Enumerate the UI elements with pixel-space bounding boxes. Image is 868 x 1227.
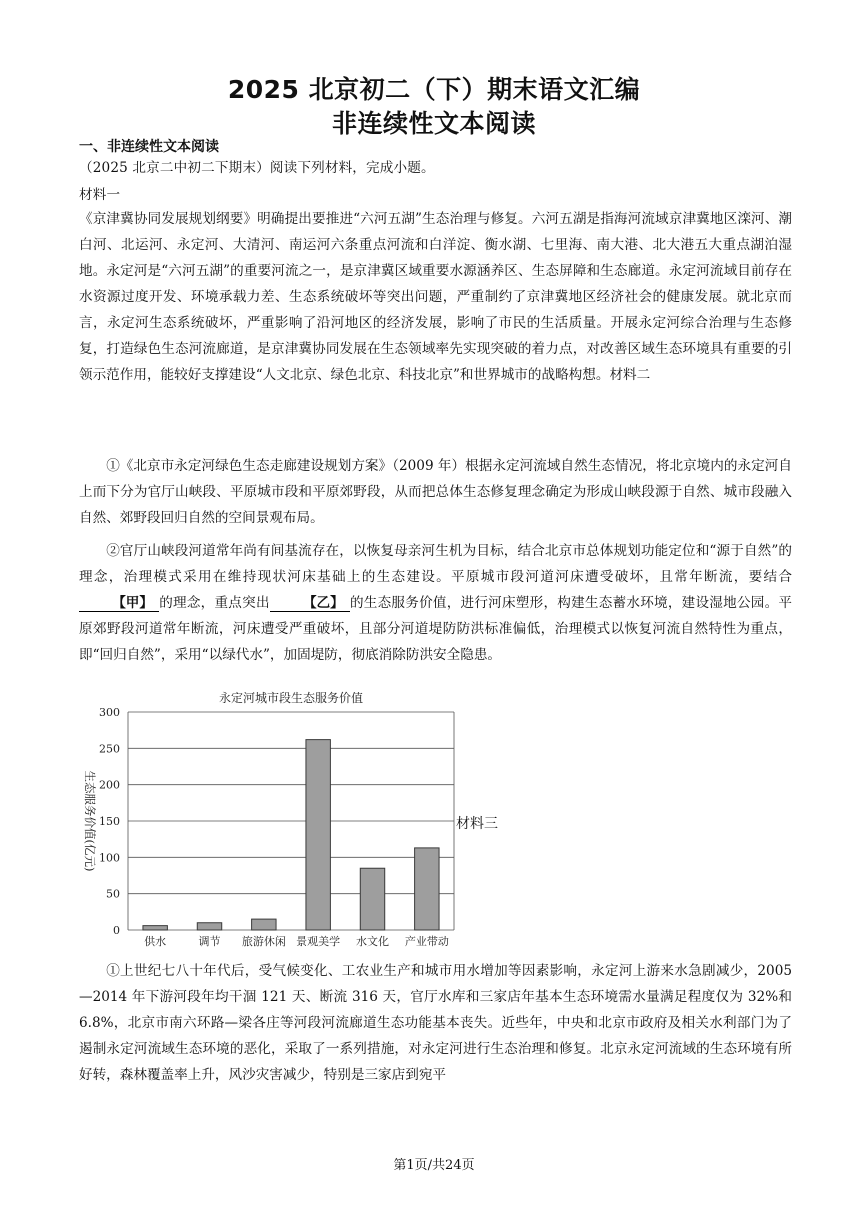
blank-jia: 【甲】 xyxy=(79,595,159,612)
x-tick-label: 景观美学 xyxy=(296,935,341,948)
document-subtitle: 非连续性文本阅读 xyxy=(331,109,536,138)
paragraph-material3-item1: ①上世纪七八十年代后，受气候变化、工农业生产和城市用水增加等因素影响，永定河上游来水急剧减少，2005—2014 年下游河段年均干涸 121 天、断流 316 天，官厅水库和三家店年基本生态环境需水量满足程度仅为 32%和 6.8%，北京市南六环路—梁各庄等河段河流廊道生态功能基本丧失。近些年，中央和北京市政府及相关水利部门为了遏制永定河流域生态环境的恶化，采取了一系列措施，对永定河进行生态治理和修复。北京永定河流域的生态环境有所好转，森林覆盖率上升，风沙灾害减少，特别是三家店到宛平 xyxy=(79,963,792,1083)
bar-4 xyxy=(306,740,330,930)
y-tick-label: 100 xyxy=(99,851,120,865)
paragraph-material2-item2 xyxy=(79,538,792,668)
chart-title: 永定河城市段生态服务价值 xyxy=(218,691,364,705)
y-tick-label: 250 xyxy=(99,742,120,756)
bar-1 xyxy=(143,926,167,930)
material1-label: 材料一 xyxy=(79,187,121,203)
y-axis-label: 生态服务价值(亿元) xyxy=(83,770,97,872)
y-tick-label: 0 xyxy=(113,924,120,937)
bar-6 xyxy=(415,848,439,930)
source-line: （2025 北京二中初二下期末）阅读下列材料，完成小题。 xyxy=(79,160,435,176)
paragraph-text: 的理念，重点突出 xyxy=(158,595,270,611)
bar-chart-svg xyxy=(72,686,472,956)
y-tick-label: 50 xyxy=(106,887,120,901)
paragraph-text: ②官厅山峡段河道常年尚有间基流存在，以恢复母亲河生机为目标，结合北京市总体规划功能定位和“源于自然”的理念，治理模式采用在维持现状河床基础上的生态建设。平原城市段河道河床遭受破坏，且常年断流，要结合 xyxy=(79,543,792,585)
x-tick-label: 调节 xyxy=(198,935,221,948)
y-tick-label: 150 xyxy=(99,815,120,828)
material3-label: 材料三 xyxy=(456,816,498,832)
section-heading: 一、非连续性文本阅读 xyxy=(79,139,219,155)
page-footer: 第1页/共24页 xyxy=(393,1158,475,1173)
x-tick-label: 产业带动 xyxy=(404,935,449,948)
y-tick-label: 200 xyxy=(99,778,120,792)
blank-yi: 【乙】 xyxy=(270,595,350,612)
x-tick-label: 供水 xyxy=(144,935,167,948)
bar-2 xyxy=(197,923,221,930)
paragraph-material1: 《京津冀协同发展规划纲要》明确提出要推进“六河五湖”生态治理与修复。六河五湖是指海河流域京津冀地区滦河、潮白河、北运河、永定河、大清河、南运河六条重点河流和白洋淀、衡水湖、七里海、南大港、北大港五大重点湖泊湿地。永定河是“六河五湖”的重要河流之一，是京津冀区域重要水源涵养区、生态屏障和生态廊道。永定河流域目前存在水资源过度开发、环境承载力差、生态系统破坏等突出问题，严重制约了京津冀地区经济社会的健康发展。就北京而言，永定河生态系统破坏，严重影响了沿河地区的经济发展，影响了市民的生活质量。开展永定河综合治理与生态修复，打造绿色生态河流廊道，是京津冀协同发展在生态领域率先实现突破的着力点，对改善区域生态环境具有重要的引领示范作用，能较好支撑建设“人文北京、绿色北京、科技北京”和世界城市的战略构想。材料二 xyxy=(79,211,792,383)
x-tick-label: 水文化 xyxy=(356,935,389,948)
x-tick-label: 旅游休闲 xyxy=(241,935,286,948)
bar-5 xyxy=(360,868,384,930)
bar-3 xyxy=(252,919,276,930)
paragraph-text: 的生态服务价值，进行河床塑形，构建生态蓄水环境，建设湿地公园。平原郊野段河道常年断流，河床遭受严重破坏，且部分河道堤防防洪标准偏低，治理模式以恢复河流自然特性为重点，即“回归自然”，采用“以绿代水”，加固堤防，彻底消除防洪安全隐患。 xyxy=(79,595,793,663)
paragraph-material2-item1: ①《北京市永定河绿色生态走廊建设规划方案》（2009 年）根据永定河流域自然生态情况，将北京境内的永定河自上而下分为官厅山峡段、平原城市段和平原郊野段，从而把总体生态修复理念确定为形成山峡段源于自然、城市段融入自然、郊野段回归自然的空间景观布局。 xyxy=(79,458,792,526)
y-tick-label: 300 xyxy=(99,706,120,719)
document-title: 2025 北京初二（下）期末语文汇编 xyxy=(227,75,641,104)
bar-chart xyxy=(72,686,472,956)
